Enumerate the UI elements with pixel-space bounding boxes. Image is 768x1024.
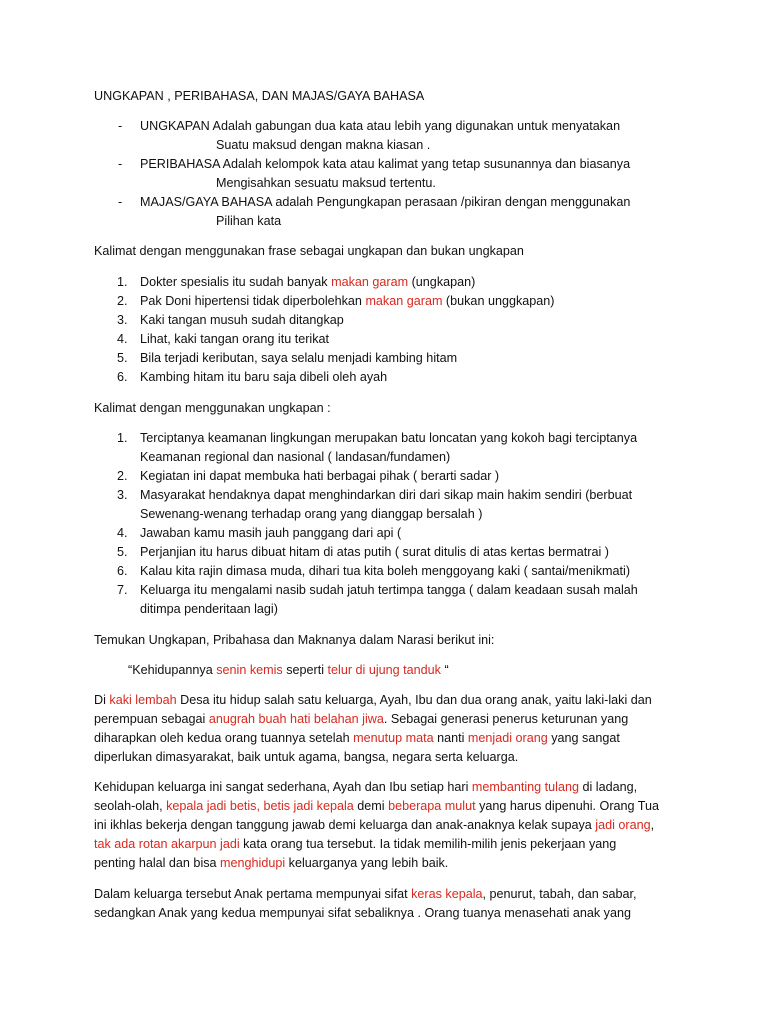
section2-item-line: Kalau kita rajin dimasa muda, dihari tua kita boleh menggoyang kaki ( santai/menikmati) xyxy=(140,564,631,578)
definition-bullet: - xyxy=(118,119,123,133)
narrative-line xyxy=(94,749,518,765)
list-number: 3. xyxy=(117,488,128,502)
list-number: 3. xyxy=(117,313,128,327)
narrative-line xyxy=(94,836,616,852)
highlighted-phrase: membanting tulang xyxy=(471,780,579,794)
narrative-line xyxy=(94,855,448,871)
highlighted-phrase: kepala jadi betis, betis jadi kepala xyxy=(166,799,354,813)
section2-item-line: Terciptanya keamanan lingkungan merupakan batu loncatan yang kokoh bagi terciptanya xyxy=(140,431,638,445)
narrative-text: penting halal dan bisa xyxy=(94,856,221,870)
highlighted-phrase: beberapa mulut xyxy=(388,799,476,813)
definition-majas-line2: Pilihan kata xyxy=(216,214,282,228)
section1-item: Bila terjadi keributan, saya selalu menjadi kambing hitam xyxy=(140,351,458,365)
narrative-line xyxy=(94,886,637,902)
narrative-line xyxy=(94,779,637,795)
definition-bullet: - xyxy=(118,195,123,209)
narrative-line xyxy=(94,817,654,833)
document-title: UNGKAPAN , PERIBAHASA, DAN MAJAS/GAYA BAHASA xyxy=(94,89,425,103)
list-number: 2. xyxy=(117,469,128,483)
highlighted-phrase: menutup mata xyxy=(353,731,434,745)
section2-item-line: ditimpa penderitaan lagi) xyxy=(140,602,278,616)
list-number: 1. xyxy=(117,275,128,289)
highlighted-phrase: jadi orang xyxy=(595,818,651,832)
section1-item: Kaki tangan musuh sudah ditangkap xyxy=(140,313,344,327)
list-number: 1. xyxy=(117,431,128,445)
narrative-text: seolah-olah, xyxy=(94,799,167,813)
narrative-line xyxy=(94,711,628,727)
narrative-text: nanti xyxy=(433,731,468,745)
list-number: 6. xyxy=(117,370,128,384)
section1-item: Kambing hitam itu baru saja dibeli oleh ayah xyxy=(140,370,388,384)
narrative-text: di ladang, xyxy=(579,780,638,794)
section2-item-line: Kegiatan ini dapat membuka hati berbagai pihak ( berarti sadar ) xyxy=(140,469,500,483)
section1-item xyxy=(140,274,475,290)
section2-item-line: Keamanan regional dan nasional ( landasan/fundamen) xyxy=(140,450,451,464)
item-text: Pak Doni hipertensi tidak diperbolehkan xyxy=(140,294,366,308)
narrative-text: yang harus dipenuhi. Orang Tua xyxy=(475,799,660,813)
quote-text: seperti xyxy=(282,663,328,677)
section2-item-line: Sewenang-wenang terhadap orang yang dianggap bersalah ) xyxy=(140,507,483,521)
narrative-text: yang sangat xyxy=(547,731,620,745)
list-number: 4. xyxy=(117,526,128,540)
highlighted-phrase: makan garam xyxy=(331,275,409,289)
narrative-text: demi xyxy=(353,799,389,813)
definition-peribahasa-line2: Mengisahkan sesuatu maksud tertentu. xyxy=(216,176,436,190)
narrative-heading: Temukan Ungkapan, Pribahasa dan Maknanya dalam Narasi berikut ini: xyxy=(94,633,495,647)
highlighted-phrase: kaki lembah xyxy=(109,693,177,707)
definition-bullet: - xyxy=(118,157,123,171)
narrative-text: kata orang tua tersebut. Ia tidak memilih-milih jenis pekerjaan yang xyxy=(239,837,617,851)
definition-majas-line1: MAJAS/GAYA BAHASA adalah Pengungkapan perasaan /pikiran dengan menggunakan xyxy=(140,195,631,209)
narrative-text: perempuan sebagai xyxy=(94,712,209,726)
narrative-line xyxy=(94,692,652,708)
list-number: 2. xyxy=(117,294,128,308)
section2-item-line: Jawaban kamu masih jauh panggang dari api ( xyxy=(140,526,402,540)
item-text: Dokter spesialis itu sudah banyak xyxy=(140,275,332,289)
quote-text: “Kehidupannya xyxy=(128,663,217,677)
section2-item-line: Masyarakat hendaknya dapat menghindarkan diri dari sikap main hakim sendiri (berbuat xyxy=(140,488,633,502)
definition-ungkapan-line2: Suatu maksud dengan makna kiasan . xyxy=(216,138,431,152)
highlighted-phrase: anugrah buah hati belahan jiwa xyxy=(208,712,384,726)
list-number: 4. xyxy=(117,332,128,346)
list-number: 5. xyxy=(117,545,128,559)
list-number: 6. xyxy=(117,564,128,578)
highlighted-phrase: telur di ujung tanduk xyxy=(327,663,441,677)
narrative-text: Kehidupan keluarga ini sangat sederhana, Ayah dan Ibu setiap hari xyxy=(94,780,472,794)
narrative-text: diperlukan dimasyarakat, baik untuk agama, bangsa, negara serta keluarga. xyxy=(94,750,519,764)
quote-text: “ xyxy=(440,663,449,677)
narrative-line xyxy=(94,798,659,814)
definition-ungkapan-line1: UNGKAPAN Adalah gabungan dua kata atau lebih yang digunakan untuk menyatakan xyxy=(140,119,621,133)
section2-item-line: Perjanjian itu harus dibuat hitam di atas putih ( surat ditulis di atas kertas bermatrai ) xyxy=(140,545,609,559)
section2-item-line: Keluarga itu mengalami nasib sudah jatuh tertimpa tangga ( dalam keadaan susah malah xyxy=(140,583,638,597)
narrative-text: diharapkan oleh kedua orang tuannya setelah xyxy=(94,731,354,745)
narrative-text: Di xyxy=(94,693,110,707)
section2-heading: Kalimat dengan menggunakan ungkapan : xyxy=(94,401,331,415)
list-number: 5. xyxy=(117,351,128,365)
narrative-quote xyxy=(128,662,449,678)
section1-item: Lihat, kaki tangan orang itu terikat xyxy=(140,332,330,346)
narrative-text: keluarganya yang lebih baik. xyxy=(285,856,449,870)
list-number: 7. xyxy=(117,583,128,597)
narrative-text: , xyxy=(650,818,655,832)
highlighted-phrase: menjadi orang xyxy=(467,731,548,745)
section1-heading: Kalimat dengan menggunakan frase sebagai ungkapan dan bukan ungkapan xyxy=(94,244,524,258)
highlighted-phrase: menghidupi xyxy=(220,856,286,870)
narrative-text: sedangkan Anak yang kedua mempunyai sifat sebaliknya . Orang tuanya menasehati anak yang xyxy=(94,906,631,920)
narrative-line xyxy=(94,905,631,921)
narrative-text: . Sebagai generasi penerus keturunan yang xyxy=(383,712,629,726)
item-text: (ungkapan) xyxy=(408,275,476,289)
section1-item xyxy=(140,293,554,309)
highlighted-phrase: makan garam xyxy=(365,294,443,308)
highlighted-phrase: tak ada rotan akarpun jadi xyxy=(94,837,240,851)
item-text: (bukan unggkapan) xyxy=(442,294,555,308)
narrative-text: ini ikhlas bekerja dengan tanggung jawab demi keluarga dan anak-anaknya kelak supaya xyxy=(94,818,596,832)
highlighted-phrase: keras kepala xyxy=(411,887,483,901)
narrative-text: , penurut, tabah, dan sabar, xyxy=(482,887,637,901)
narrative-text: Desa itu hidup salah satu keluarga, Ayah, Ibu dan dua orang anak, yaitu laki-laki dan xyxy=(176,693,652,707)
highlighted-phrase: senin kemis xyxy=(216,663,283,677)
narrative-line xyxy=(94,730,620,746)
definition-peribahasa-line1: PERIBAHASA Adalah kelompok kata atau kalimat yang tetap susunannya dan biasanya xyxy=(140,157,631,171)
narrative-text: Dalam keluarga tersebut Anak pertama mempunyai sifat xyxy=(94,887,412,901)
